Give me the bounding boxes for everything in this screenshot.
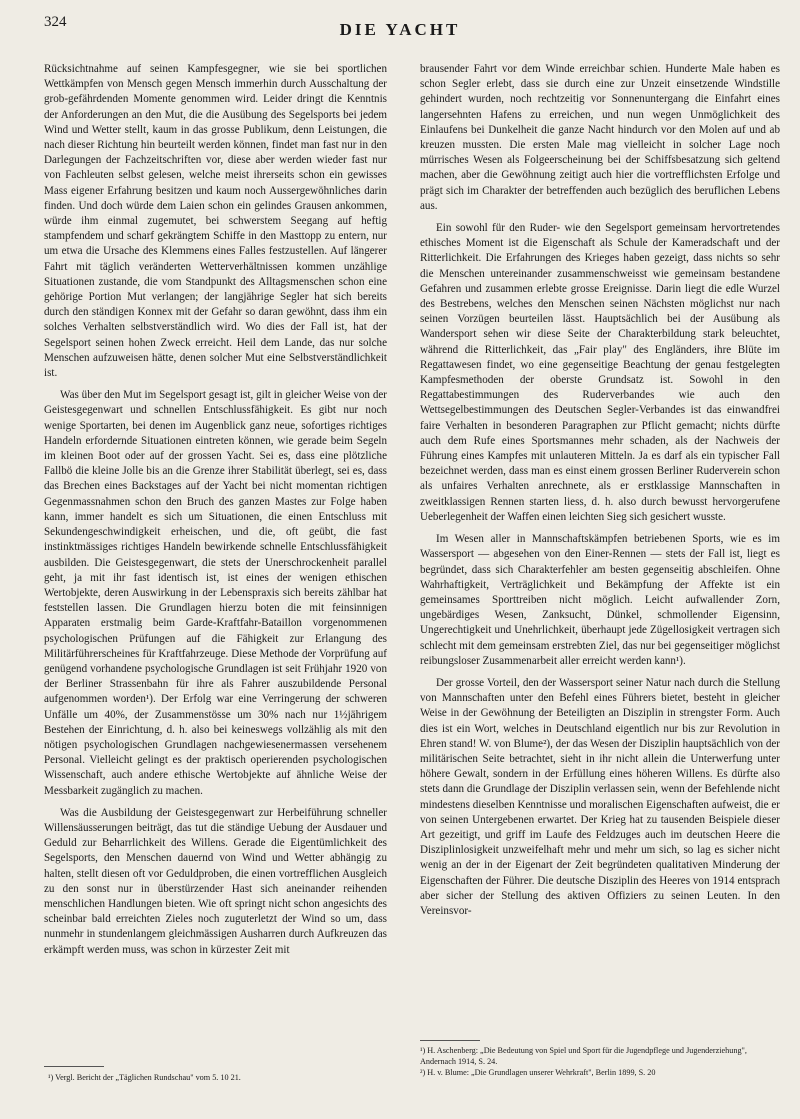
journal-title: DIE YACHT (339, 20, 461, 39)
paragraph: Im Wesen aller in Mannschaftskämpfen betriebenen Sports, wie es im Wassersport — abgesehen von den Einer-Rennen — stets der Fall ist, liegt es begründet, dass sich Charakterfehler am besten gegenseitig abschleifen. Ohne Wahrhaftigkeit, Verträglichkeit und Bekämpfung der Affekte ist ein gemeinsames Sporttreiben nicht möglich. Leicht aufwallender Zorn, ungebärdiges Wesen, Zanksucht, Dünkel, schmollender Eigensinn, Ungerechtigkeit und Unehrlichkeit, überhaupt jede Zügellosigkeit vertragen sich schlecht mit dem gemeinsam erstrebten Ziel, das nur bei gegenseitiger möglichst reibungsloser Zusammenarbeit aller erreicht werden kann¹). (420, 533, 780, 667)
footnote-left: ¹) Vergl. Bericht der „Täglichen Rundschau" vom 5. 10 21. (48, 1073, 241, 1082)
footnote: ¹) H. Aschenberg: „Die Bedeutung von Spiel und Sport für die Jugendpflege und Jugenderziehung", Andernach 1914, S. 24. (420, 1046, 747, 1066)
paragraph: Was die Ausbildung der Geistesgegenwart zur Herbeiführung schneller Willensäusserungen beiträgt, das tut die ständige Uebung der Ausdauer und Geduld zur Beharrlichkeit des Willens. Gerade die Eigentümlichkeit des Segelsports, den Menschen dauernd von Wind und Wetter abhängig zu halten, stellt diesen oft vor Geduldproben, die einen vortrefflichen Ausgleich zu den sonst nur in überstürzender Hast sich aneinander reihenden menschlichen Handlungen bieten. Wie oft springt nicht schon angesichts des scheinbar bald erreichten Zieles noch zuguterletzt der Wind so um, dass nunmehr in stundenlangem gleichmässigen Ausharren durch Aufkreuzen das erkämpft werden muss, was schon in kürzester Zeit mit (44, 806, 387, 956)
paragraph: Ein sowohl für den Ruder- wie den Segelsport gemeinsam hervortretendes ethisches Moment ist die Eigenschaft als Schule der Kameradschaft und der Ritterlichkeit. Die Erfahrungen des Krieges haben gezeigt, dass nichts so sehr die Menschen untereinander zusammenschweisst wie gemeinsam bestandene Gefahren und zusammen erlebte grosse Ereignisse. Darin liegt die edle Wurzel des Bestrebens, welches den Menschen seinen Nächsten möglichst nur nach seinen Vorzügen beurteilen lässt. Hauptsächlich bei der Ausübung als Wandersport sehen wir diese Seite der Charakterbildung stark beleuchtet, während die Ritterlichkeit, das „Fair play" des Engländers, ihre Blüte im Regattawesen findet, wo eine gegenseitige Beachtung der genau festgelegten Kampfesmethoden der oberste Grundsatz ist. Sowohl in den Regattabestimmungen des Ruderverbandes wie auch den Wettsegelbestimmungen des Deutschen Segler-Verbandes ist das einwandfrei faire Verhalten in besonderen Paragraphen zur Pflicht gemacht; nichts dürfte auch dem Rufe eines Sportsmannes mehr schaden, als der Nachweis der Führung eines Kampfes mit unlauteren Mitteln. Ja es darf als ein typischer Fall bezeichnet werden, dass man es einst einem grossen Berliner Ruderverein schon als unfaires Verhalten anrechnete, als er erstklassige Mannschaften in zweitklassigen Rennen starten liess, d. h. also durch bewusst hervorgerufene Ueberlegenheit der Waffen einen leichten Sieg sich gesichert wusste. (420, 222, 780, 523)
footnotes-right (420, 1045, 780, 1078)
paragraph: Rücksichtnahme auf seinen Kampfesgegner, wie sie bei sportlichen Wettkämpfen von Mensch gegen Mensch immerhin durch Ausschaltung der grob-gefährdenden Momente genommen wird. Leider dringt die Kenntnis der Anforderungen an den Mut, die die Ausübung des Segelsports bei jedem Wind und Wetter stellt, kaum in das grosse Publikum, denn Leistungen, die nach dieser Richtung hin beurteilt werden können, findet man fast nur in den Darlegungen der Fachzeitschriften vor, diese aber werden wieder fast nur von Fachleuten selbst gelesen, welche meist ihrerseits schon ein gewisses Mass eigener Erfahrung besitzen und kaum noch Aussergewöhnliches darin finden. Und doch würde dem Laien schon ein gelindes Grausen ankommen, würde ihm einmal zugemutet, bei schwerstem Seegang auf heftig stampfendem und scharf gekrängtem Schiffe in den Masttopp zu entern, nur um etwa die Ursache des Klemmens eines Falles festzustellen. Auf längerer Fahrt mit täglich veränderten Wetterverhältnissen kommen unzählige Situationen zustande, die vom Standpunkt des Alltagsmenschen schon eine gehörige Portion Mut verlangen; der langjährige Segler hat sich bereits durch den ständigen Konnex mit der Gefahr so daran gewöhnt, dass ihm ein solches Verhalten selbstverständlich wird. Wo dies der Fall ist, hat der Segelsport seinen hohen Zweck erreicht. Heil dem Lande, das nur solche Menschen aufzuweisen hätte, denen solcher Mut eine Selbstverständlichkeit ist. (44, 63, 387, 380)
paragraph: brausender Fahrt vor dem Winde erreichbar schien. Hunderte Male haben es schon Segler erlebt, dass sie durch eine zur Unzeit einsetzende Windstille gehindert wurden, noch rechtzeitig vor Sonnenuntergang die Einfahrt eines langersehnten Hafens zu erreichen, und nun wegen Unmöglichkeit des Einlaufens bei Dunkelheit die ganze Nacht hindurch vor den Molen auf und ab kreuzen mussten. Die ersten Male mag vielleicht in solcher Lage noch mürrisches Wesen als Folgeerscheinung bei der Schiffsbesatzung sich geltend machen, aber die Gewöhnung zeitigt auch hier die vortrefflichsten Erfolge und prägt sich im Charakter der betreffenden auch bezüglich des beruflichen Lebens aus. (420, 63, 780, 212)
footnote-divider (420, 1040, 480, 1041)
paragraph: Was über den Mut im Segelsport gesagt ist, gilt in gleicher Weise von der Geistesgegenwart und schnellen Entschlussfähigkeit. Es gibt nur noch wenige Sportarten, bei denen im Augenblick ganz neue, sofortiges richtiges Handeln erfordernde Situationen eintreten können, wie gerade beim Segeln im kleinen Boot oder auf der grossen Yacht. Sei es, dass eine plötzliche Fallbö die kleine Jolle bis an die Grenze ihrer Stabilität überlegt, sei es, dass das Brechen eines Backstages auf der Yacht bei nicht momentan richtigen Gegenmassnahmen schon den Bruch des ganzen Mastes zur Folge haben kann, immer handelt es sich um Situationen, die einen Entschluss mit Sekundengeschwindigkeit erheischen, und die, oft geübt, die fast instinktmässiges richtiges Handeln bewirkende schnelle Entschlussfähigkeit ausbilden. Die Geistesgegenwart, die stets der Unerschrockenheit parallel geht, ja mit ihr fast identisch ist, ist eines der wenigen ethischen Wertobjekte, deren Auswirkung in der Lebenspraxis sich bereits zählbar hat feststellen lassen. Die Grundlagen hierzu boten die mit feinsinnigen Apparaten erstmalig beim Garde-Kraftfahr-Bataillon vorgenommenen psychologischen Prüfungen auf die Fähigkeit zur Erlangung des Militärführerscheines für Kraftfahrzeuge. Diese Methode der Vorprüfung auf genügend vorhandene psychologische Grundlagen ist seit Frühjahr 1920 von der Berliner Strassenbahn für ihre als Fahrer auszubildende Personal aufgenommen worden¹). Der Erfolg war eine Verringerung der schweren Unfälle um 40%, der Zusammenstösse um 30% nach nur 1½jährigem Bestehen der Einrichtung, d. h. also bei keineswegs vollzählig als mit den nötigen psychologischen Grundlagen nachgewiesenermassen versehenem Personal. Vielleicht gelingt es der praktisch operierenden psychologischen Wissenschaft, auch andere ethische Wertobjekte auf ähnliche Weise der Messbarkeit zugänglich zu machen. (44, 389, 387, 797)
left-column (44, 62, 387, 965)
page-number: 324 (44, 14, 67, 30)
page-header (0, 0, 800, 44)
footnote-divider (44, 1066, 104, 1067)
footnote: ²) H. v. Blume: „Die Grundlagen unserer Wehrkraft", Berlin 1899, S. 20 (420, 1068, 656, 1077)
paragraph: Der grosse Vorteil, den der Wassersport seiner Natur nach durch die Stellung von Mannschaften unter den Befehl eines Führers bietet, besteht in gleicher Weise in der Gewöhnung der Beteiligten an Disziplin in strengster Form. Auch dies ist ein Wort, welches in Deutschland eigentlich nur bis zur Revolution in Ehren stand! W. von Blume²), der das Wesen der Disziplin hauptsächlich von der militärischen Seite betrachtet, sieht in ihr nicht allein die Unterwerfung unter höhere Gewalt, sondern in der Erfüllung eines höheren Willens. Es dürfte also stets dann die Grundlage der Disziplin verlassen sein, wenn der Befehlende nicht mindestens dieselben Kenntnisse und moralischen Eigenschaften aufweist, die er von seinen Untergebenen erwartet. Der Krieg hat zu tausenden Beispiele dieser Art gezeitigt, und griff im Laufe des Feldzuges auch im deutschen Heere die Disziplinlosigkeit unzweifelhaft mehr und mehr um sich, so lag es sicher nicht wenig an der in der Eigenart der Zeit begründeten qualitativen Minderung der Eigenschaften der Führer. Die deutsche Disziplin des Heeres von 1914 entsprach aber sicher der Stellung des aktiven Offiziers zu seinen Leuten. In den Vereinsvor- (420, 676, 780, 917)
right-column (420, 62, 780, 926)
